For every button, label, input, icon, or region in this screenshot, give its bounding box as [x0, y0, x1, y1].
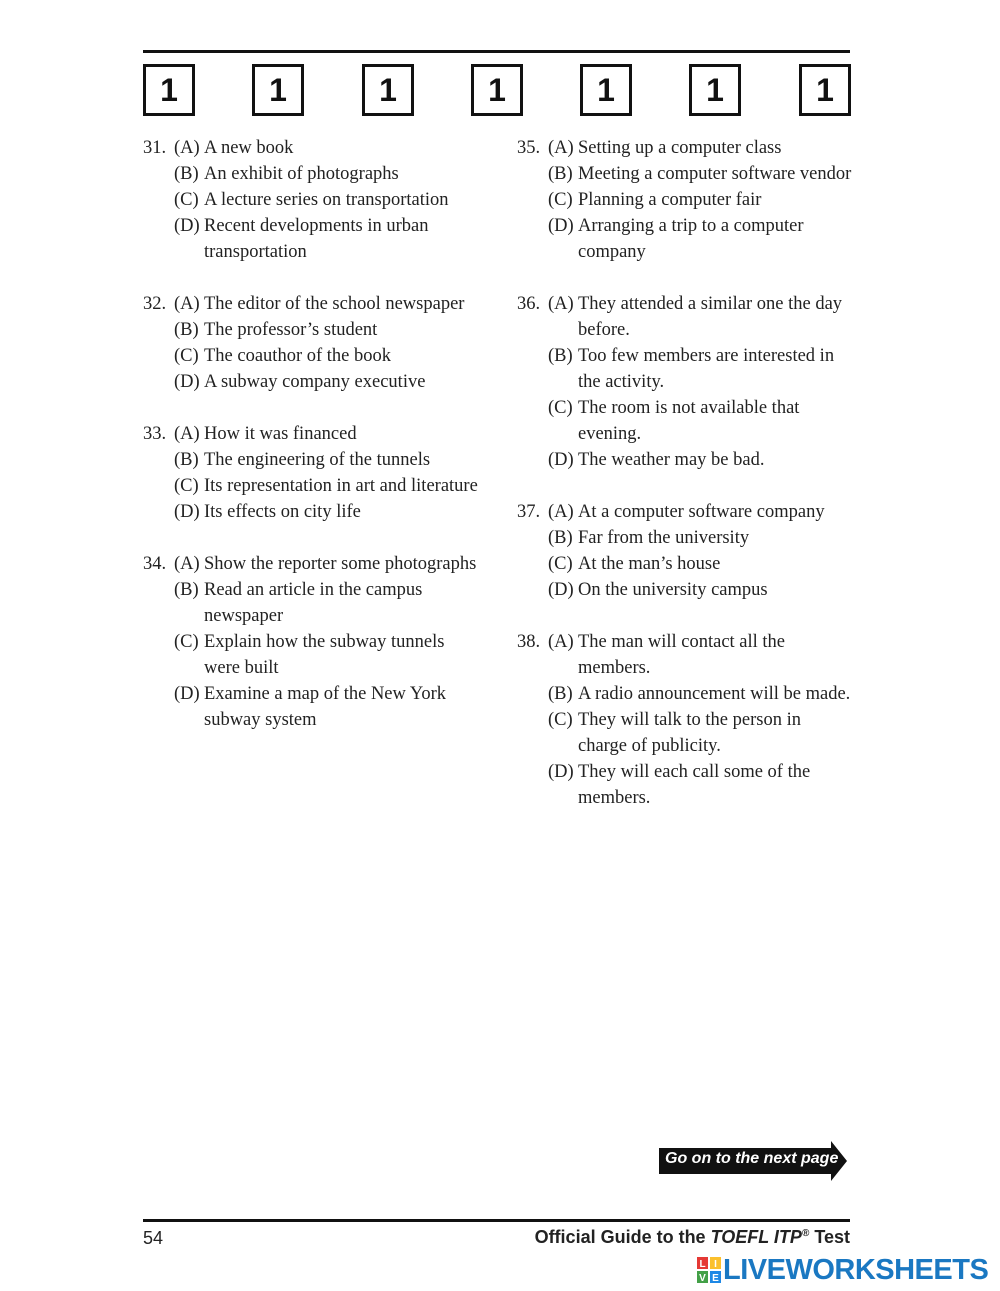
question: [517, 291, 852, 473]
svg-text:E: E: [712, 1273, 719, 1283]
answer-option[interactable]: [517, 525, 852, 551]
option-letter: (C): [548, 554, 573, 574]
option-text: A new book: [204, 138, 294, 158]
question-number: 35.: [517, 138, 541, 158]
questions-right-column: [517, 135, 852, 837]
option-text: The editor of the school newspaper: [204, 294, 465, 314]
option-letter: (D): [174, 502, 200, 522]
option-text: How it was financed: [204, 424, 357, 444]
indent-spacer: [143, 681, 174, 733]
answer-option[interactable]: [517, 499, 852, 525]
answer-option[interactable]: [143, 317, 483, 343]
answer-option[interactable]: [517, 577, 852, 603]
option-text: At the man’s house: [578, 554, 721, 574]
option-text: A lecture series on transportation: [204, 190, 449, 210]
option-text: They attended a similar one the day before.: [578, 294, 843, 340]
indent-spacer: [517, 343, 548, 395]
indent-spacer: [517, 707, 548, 759]
option-text: The room is not available that evening.: [578, 398, 800, 444]
option-letter: (D): [174, 372, 200, 392]
section-box: 1: [580, 64, 632, 116]
question-number: 34.: [143, 554, 167, 574]
option-letter: (A): [174, 424, 200, 444]
section-number-boxes: [143, 64, 850, 116]
option-letter: (A): [548, 294, 574, 314]
indent-spacer: [517, 447, 548, 473]
option-letter: (D): [174, 216, 200, 236]
answer-option[interactable]: [143, 577, 483, 629]
option-letter: (C): [174, 190, 199, 210]
answer-option[interactable]: [517, 551, 852, 577]
next-page-button[interactable]: [659, 1141, 849, 1181]
answer-option[interactable]: [517, 187, 852, 213]
indent-spacer: [143, 317, 174, 343]
option-text: Explain how the subway tunnels were built: [204, 632, 445, 678]
answer-option[interactable]: [143, 213, 483, 265]
option-letter: (B): [548, 346, 573, 366]
indent-spacer: [517, 681, 548, 707]
question: [143, 291, 483, 395]
indent-spacer: [143, 473, 174, 499]
option-text: A subway company executive: [204, 372, 426, 392]
top-rule: [143, 50, 850, 53]
indent-spacer: [517, 187, 548, 213]
option-text: Examine a map of the New York subway system: [204, 684, 446, 730]
answer-option[interactable]: [143, 447, 483, 473]
watermark-text: LIVEWORKSHEETS: [723, 1253, 989, 1286]
answer-option[interactable]: [143, 343, 483, 369]
indent-spacer: [517, 551, 548, 577]
answer-option[interactable]: [143, 161, 483, 187]
indent-spacer: [143, 447, 174, 473]
question: [517, 135, 852, 265]
option-text: The man will contact all the members.: [578, 632, 786, 678]
indent-spacer: [143, 343, 174, 369]
indent-spacer: [143, 187, 174, 213]
option-text: Show the reporter some photographs: [204, 554, 477, 574]
option-text: At a computer software company: [578, 502, 825, 522]
answer-option[interactable]: [143, 369, 483, 395]
answer-option[interactable]: [517, 447, 852, 473]
liveworksheets-logo-icon: [697, 1257, 721, 1283]
option-letter: (A): [174, 294, 200, 314]
option-text: Far from the university: [578, 528, 750, 548]
answer-option[interactable]: [517, 707, 852, 759]
svg-text:I: I: [714, 1259, 717, 1270]
answer-option[interactable]: [517, 161, 852, 187]
answer-option[interactable]: [143, 681, 483, 733]
answer-option[interactable]: [517, 291, 852, 343]
option-letter: (C): [174, 632, 199, 652]
option-letter: (B): [174, 164, 199, 184]
option-letter: (D): [548, 762, 574, 782]
question-number: 33.: [143, 424, 167, 444]
option-letter: (C): [548, 710, 573, 730]
answer-option[interactable]: [517, 395, 852, 447]
book-title: [535, 1227, 850, 1248]
option-text: Meeting a computer software vendor: [578, 164, 852, 184]
question-number: 32.: [143, 294, 167, 314]
answer-option[interactable]: [517, 343, 852, 395]
section-box: 1: [252, 64, 304, 116]
option-letter: (A): [174, 138, 200, 158]
svg-text:V: V: [699, 1273, 706, 1283]
option-letter: (D): [548, 216, 574, 236]
answer-option[interactable]: [143, 135, 483, 161]
indent-spacer: [517, 161, 548, 187]
question: [517, 499, 852, 603]
question: [143, 421, 483, 525]
answer-option[interactable]: [143, 629, 483, 681]
question-number: 38.: [517, 632, 541, 652]
section-box: 1: [362, 64, 414, 116]
indent-spacer: [143, 161, 174, 187]
question: [143, 135, 483, 265]
option-letter: (D): [548, 580, 574, 600]
option-letter: (A): [548, 632, 574, 652]
option-text: They will each call some of the members.: [578, 762, 811, 808]
answer-option[interactable]: [517, 759, 852, 811]
option-letter: (B): [174, 580, 199, 600]
next-page-label: Go on to the next page: [665, 1150, 839, 1167]
option-text: Planning a computer fair: [578, 190, 762, 210]
liveworksheets-watermark: [697, 1255, 988, 1285]
option-text: The coauthor of the book: [204, 346, 391, 366]
questions-left-column: [143, 135, 483, 759]
option-text: They will talk to the person in charge of publicity.: [578, 710, 801, 756]
option-letter: (D): [174, 684, 200, 704]
option-text: Arranging a trip to a computer company: [578, 216, 804, 262]
section-box: 1: [471, 64, 523, 116]
option-letter: (A): [174, 554, 200, 574]
option-text: Setting up a computer class: [578, 138, 782, 158]
option-text: Read an article in the campus newspaper: [204, 580, 423, 626]
section-box: 1: [143, 64, 195, 116]
page-number: 54: [143, 1228, 164, 1248]
answer-option[interactable]: [517, 213, 852, 265]
indent-spacer: [143, 213, 174, 265]
question: [517, 629, 852, 811]
option-text: The weather may be bad.: [578, 450, 765, 470]
question: [143, 551, 483, 733]
answer-option[interactable]: [143, 499, 483, 525]
section-box: 1: [689, 64, 741, 116]
option-letter: (B): [548, 164, 573, 184]
question-number: 31.: [143, 138, 167, 158]
option-letter: (B): [548, 528, 573, 548]
bottom-rule: [143, 1219, 850, 1222]
option-letter: (B): [174, 320, 199, 340]
answer-option[interactable]: [143, 291, 483, 317]
option-text: Recent developments in urban transportation: [204, 216, 429, 262]
option-text: Its representation in art and literature: [204, 476, 478, 496]
option-text: Its effects on city life: [204, 502, 361, 522]
indent-spacer: [517, 213, 548, 265]
book-title-prefix: Official Guide to the: [534, 1227, 711, 1247]
book-title-italic: TOEFL ITP: [710, 1227, 802, 1247]
option-letter: (B): [548, 684, 573, 704]
indent-spacer: [517, 577, 548, 603]
answer-option[interactable]: [517, 629, 852, 681]
option-text: An exhibit of photographs: [204, 164, 399, 184]
option-letter: (B): [174, 450, 199, 470]
option-letter: (C): [174, 476, 199, 496]
indent-spacer: [143, 577, 174, 629]
option-text: The professor’s student: [204, 320, 378, 340]
question-number: 36.: [517, 294, 541, 314]
option-text: On the university campus: [578, 580, 768, 600]
option-text: The engineering of the tunnels: [204, 450, 431, 470]
indent-spacer: [517, 759, 548, 811]
indent-spacer: [517, 395, 548, 447]
indent-spacer: [517, 525, 548, 551]
section-box: 1: [799, 64, 851, 116]
indent-spacer: [143, 499, 174, 525]
option-text: A radio announcement will be made.: [578, 684, 851, 704]
option-letter: (C): [548, 190, 573, 210]
option-letter: (A): [548, 138, 574, 158]
answer-option[interactable]: [517, 681, 852, 707]
registered-mark: ®: [801, 1228, 810, 1239]
option-letter: (D): [548, 450, 574, 470]
answer-option[interactable]: [143, 551, 483, 577]
option-letter: (A): [548, 502, 574, 522]
option-letter: (C): [548, 398, 573, 418]
svg-text:L: L: [699, 1259, 706, 1270]
indent-spacer: [143, 629, 174, 681]
answer-option[interactable]: [517, 135, 852, 161]
option-text: Too few members are interested in the activity.: [578, 346, 835, 392]
answer-option[interactable]: [143, 187, 483, 213]
option-letter: (C): [174, 346, 199, 366]
book-title-suffix: Test: [809, 1227, 850, 1247]
question-number: 37.: [517, 502, 541, 522]
answer-option[interactable]: [143, 421, 483, 447]
indent-spacer: [143, 369, 174, 395]
answer-option[interactable]: [143, 473, 483, 499]
